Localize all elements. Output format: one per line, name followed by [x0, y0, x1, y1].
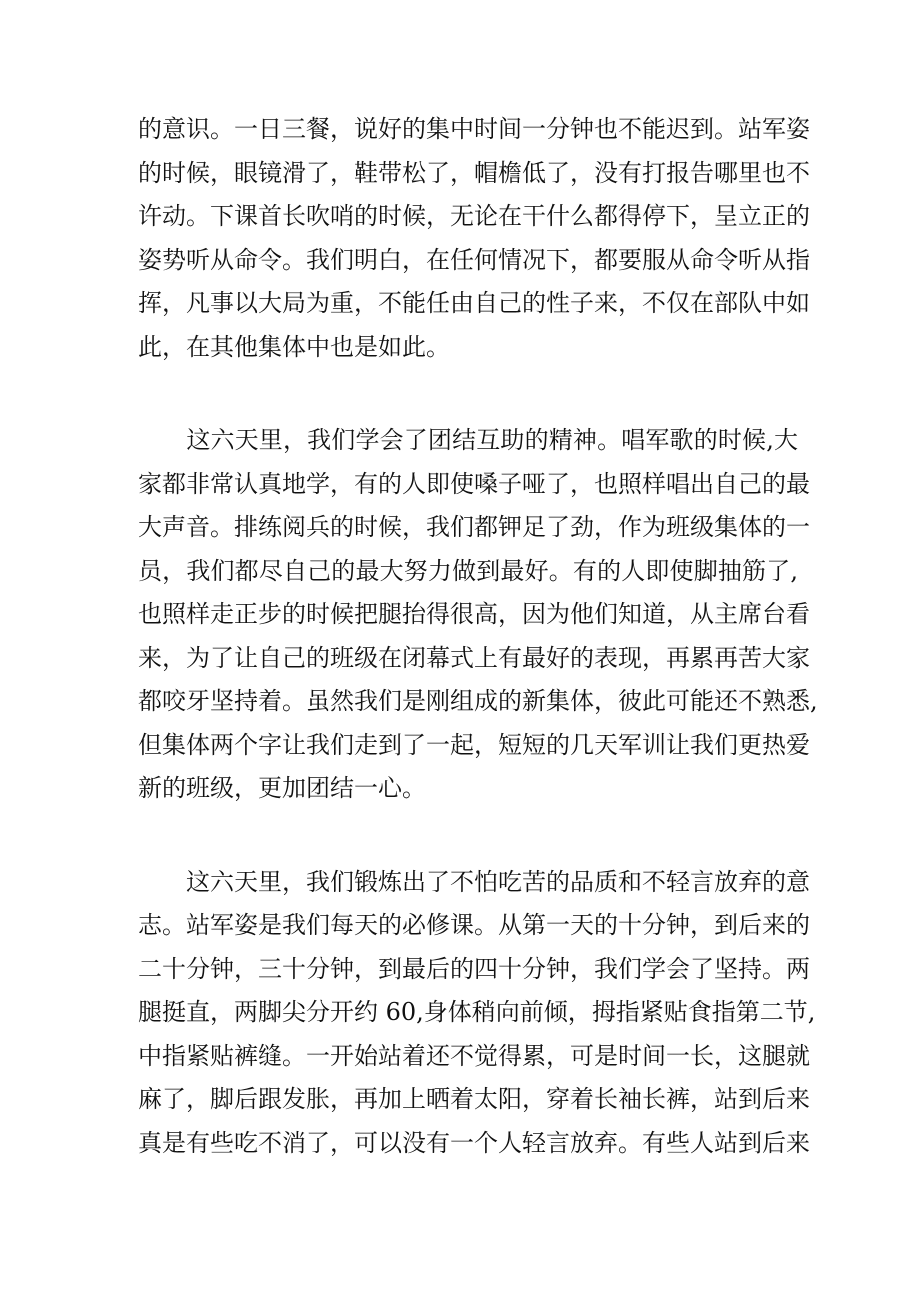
text-line: 来，为了让自己的班级在闭幕式上有最好的表现，再累再苦大家 — [138, 643, 810, 672]
text-line: 大声音。排练阅兵的时候，我们都钾足了劲，作为班级集体的一 — [138, 513, 810, 541]
text-line: 新的班级，更加团结一心。 — [138, 774, 426, 802]
text-line: 中指紧贴裤缝。一开始站着还不觉得累，可是时间一长，这腿就 — [138, 1041, 810, 1070]
paragraph-spacer — [138, 369, 798, 419]
text-line: 员，我们都尽自己的最大努力做到最好。有的人即使脚抽筋了, — [138, 556, 798, 585]
text-line: 但集体两个字让我们走到了一起，短短的几天军训让我们更热爱 — [138, 730, 810, 759]
text-line: 的意识。一日三餐，说好的集中时间一分钟也不能迟到。站军姿 — [138, 115, 810, 143]
paragraph-1 — [138, 108, 810, 369]
text-line: 这六天里，我们学会了团结互助的精神。唱军歌的时候,大 — [138, 426, 798, 454]
paragraph-3 — [138, 861, 816, 1166]
text-line: 真是有些吃不消了，可以没有一个人轻言放弃。有些人站到后来 — [138, 1128, 810, 1157]
paragraph-2 — [138, 419, 818, 811]
text-line: 家都非常认真地学，有的人即使嗓子哑了，也照样唱出自己的最 — [138, 469, 810, 498]
text-line: 二十分钟，三十分钟，到最后的四十分钟，我们学会了坚持。两 — [138, 954, 810, 983]
text-line: 麻了，脚后跟发胀，再加上晒着太阳，穿着长袖长裤，站到后来 — [138, 1085, 810, 1113]
document-body — [138, 108, 818, 1165]
paragraph-spacer — [138, 811, 798, 861]
text-line: 腿挺直，两脚尖分开约 60,身体稍向前倾，拇指紧贴食指第二节, — [138, 998, 816, 1026]
text-line: 姿势听从命令。我们明白，在任何情况下，都要服从命令听从指 — [138, 245, 810, 274]
text-line: 的时候，眼镜滑了，鞋带松了，帽檐低了，没有打报告哪里也不 — [138, 158, 810, 187]
text-line: 此，在其他集体中也是如此。 — [138, 332, 450, 361]
text-line: 都咬牙坚持着。虽然我们是刚组成的新集体，彼此可能还不熟悉, — [138, 687, 818, 715]
text-line: 这六天里，我们锻炼出了不怕吃苦的品质和不轻言放弃的意 — [138, 867, 810, 896]
text-line: 许动。下课首长吹哨的时候，无论在干什么都得停下，呈立正的 — [138, 202, 810, 230]
text-line: 志。站军姿是我们每天的必修课。从第一天的十分钟，到后来的 — [138, 911, 810, 939]
text-line: 也照样走正步的时候把腿抬得很高，因为他们知道，从主席台看 — [138, 600, 810, 628]
text-line: 挥，凡事以大局为重，不能任由自己的性子来，不仅在部队中如 — [138, 289, 810, 317]
